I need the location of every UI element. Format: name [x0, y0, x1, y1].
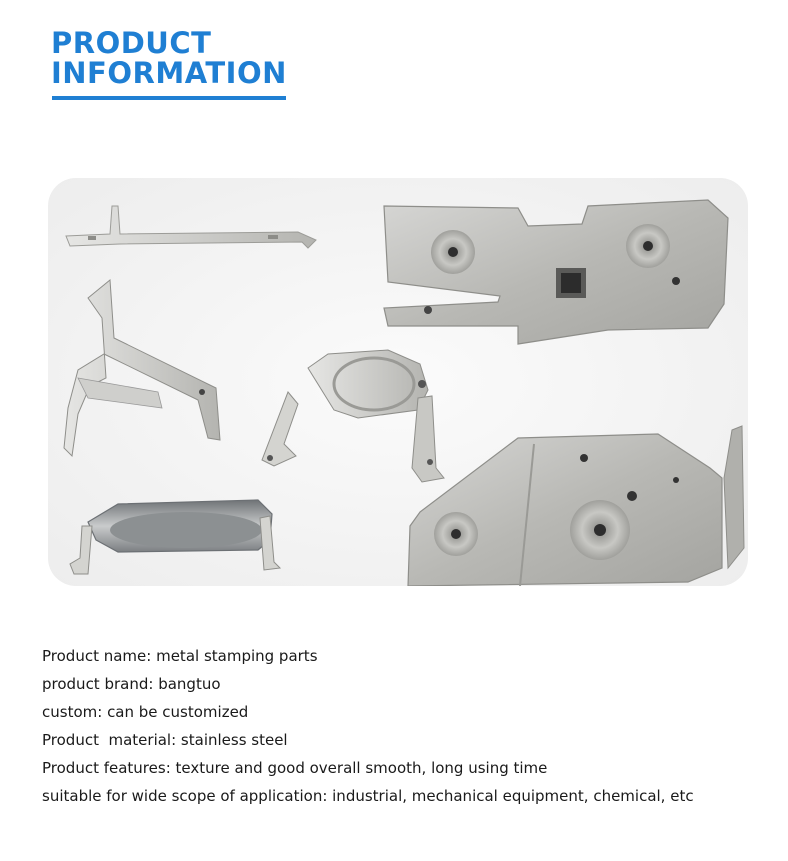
spec-label: suitable for wide scope of application:	[42, 787, 328, 805]
section-title-line-2: INFORMATION	[51, 56, 287, 90]
spec-label: Product name:	[42, 647, 152, 665]
spec-label: Product material:	[42, 731, 177, 749]
spec-value: industrial, mechanical equipment, chemical, etc	[327, 787, 694, 805]
spec-row-custom	[42, 698, 694, 726]
spec-value: bangtuo	[153, 675, 221, 693]
spec-label: custom:	[42, 703, 103, 721]
section-title-line-1: PRODUCT	[51, 26, 212, 60]
spec-value: metal stamping parts	[151, 647, 318, 665]
spec-value: can be customized	[102, 703, 249, 721]
product-photo	[48, 178, 748, 586]
spec-value: stainless steel	[176, 731, 288, 749]
spec-label: product brand:	[42, 675, 154, 693]
spec-row-application	[42, 782, 694, 810]
spec-row-material	[42, 726, 694, 754]
spec-row-product-brand	[42, 670, 694, 698]
product-specs	[42, 642, 694, 810]
title-underline	[52, 96, 286, 100]
spec-value: texture and good overall smooth, long using time	[170, 759, 548, 777]
spec-row-product-name	[42, 642, 694, 670]
section-title	[51, 28, 287, 88]
spec-row-features	[42, 754, 694, 782]
spec-label: Product features:	[42, 759, 171, 777]
